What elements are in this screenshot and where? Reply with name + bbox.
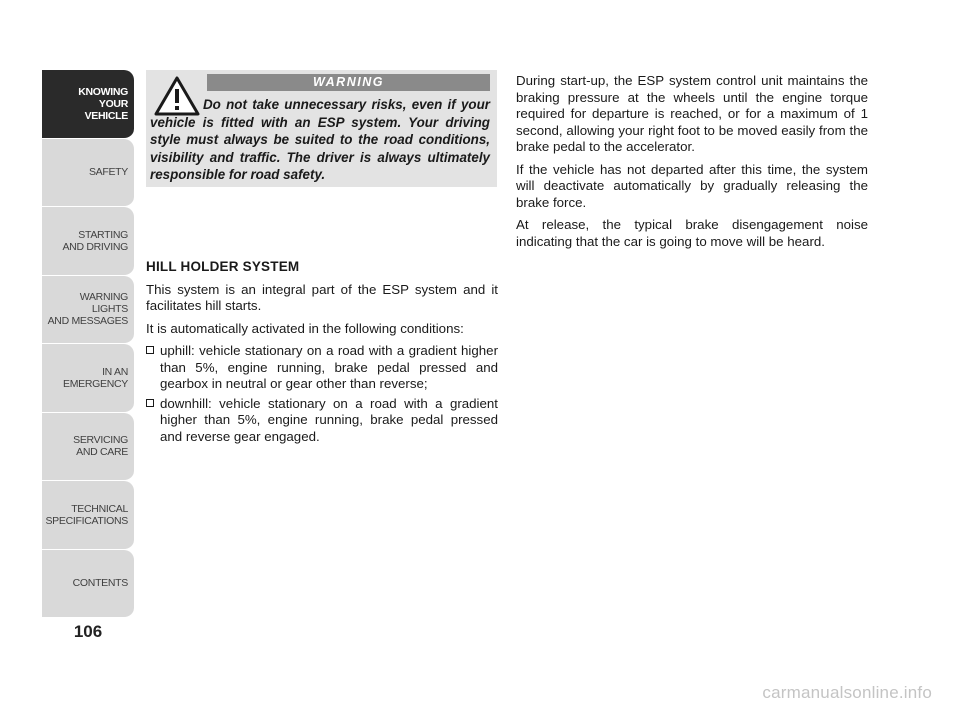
- warning-text: [150, 96, 490, 184]
- intro-paragraph: This system is an integral part of the ESP system and it facilitates hill starts.: [146, 281, 498, 313]
- tab-starting-and-driving[interactable]: [42, 207, 134, 276]
- tab-label: STARTING AND DRIVING: [62, 228, 128, 253]
- conditions-lead: It is automatically activated in the following conditions:: [146, 320, 464, 336]
- tab-warning-lights[interactable]: [42, 276, 134, 345]
- section-title: HILL HOLDER SYSTEM: [146, 259, 300, 274]
- page-number: 106: [73, 622, 103, 641]
- paragraph: At release, the typical brake disengagement noise indicating that the car is going to move will be heard.: [516, 217, 868, 249]
- conditions-list: [146, 343, 498, 445]
- esp-startup-section: [516, 73, 868, 256]
- tab-label: TECHNICAL SPECIFICATIONS: [45, 502, 128, 527]
- checkbox-bullet-icon: [146, 399, 154, 407]
- watermark: carmanualsonline.info: [762, 683, 932, 702]
- chapter-tabs: [42, 70, 134, 618]
- warning-triangle-icon: [154, 76, 200, 116]
- paragraph: During start-up, the ESP system control unit maintains the braking pressure at the wheels until the engine torque required for departure is reached, or for a maximum of 1 second, allowing your right foot to be moved easily from the brake pedal to the accelerator.: [516, 73, 868, 154]
- hill-holder-section: [146, 259, 498, 448]
- tab-label: CONTENTS: [72, 577, 128, 590]
- tab-label: SAFETY: [88, 166, 128, 179]
- tab-label: IN AN EMERGENCY: [63, 365, 128, 390]
- tab-safety[interactable]: [42, 139, 134, 208]
- tab-label: SERVICING AND CARE: [73, 434, 128, 459]
- tab-label: KNOWING YOUR VEHICLE: [78, 85, 128, 122]
- tab-in-an-emergency[interactable]: [42, 344, 134, 413]
- tab-servicing-and-care[interactable]: [42, 413, 134, 482]
- tab-knowing-your-vehicle[interactable]: [42, 70, 134, 139]
- list-item: downhill: vehicle stationary on a road with a gradient higher than 5%, engine running, brake pedal pressed and reverse gear engaged.: [146, 396, 498, 446]
- paragraph: If the vehicle has not departed after this time, the system will deactivate automatically by gradually releasing the brake force.: [516, 161, 868, 210]
- warning-box: [146, 70, 497, 187]
- list-item: uphill: vehicle stationary on a road with a gradient higher than 5%, engine running, brake pedal pressed and gearbox in neutral or gear other than reverse;: [146, 343, 498, 393]
- warning-message: Do not take unnecessary risks, even if your vehicle is fitted with an ESP system. Your driving style must always be suited to the road conditions, visibility and traffic. The driver is always ultimately responsible for road safety.: [150, 97, 490, 182]
- tab-label: WARNING LIGHTS AND MESSAGES: [47, 291, 128, 328]
- checkbox-bullet-icon: [146, 346, 154, 354]
- tab-technical-specifications[interactable]: [42, 481, 134, 550]
- warning-banner: WARNING: [207, 74, 490, 91]
- tab-contents[interactable]: [42, 550, 134, 619]
